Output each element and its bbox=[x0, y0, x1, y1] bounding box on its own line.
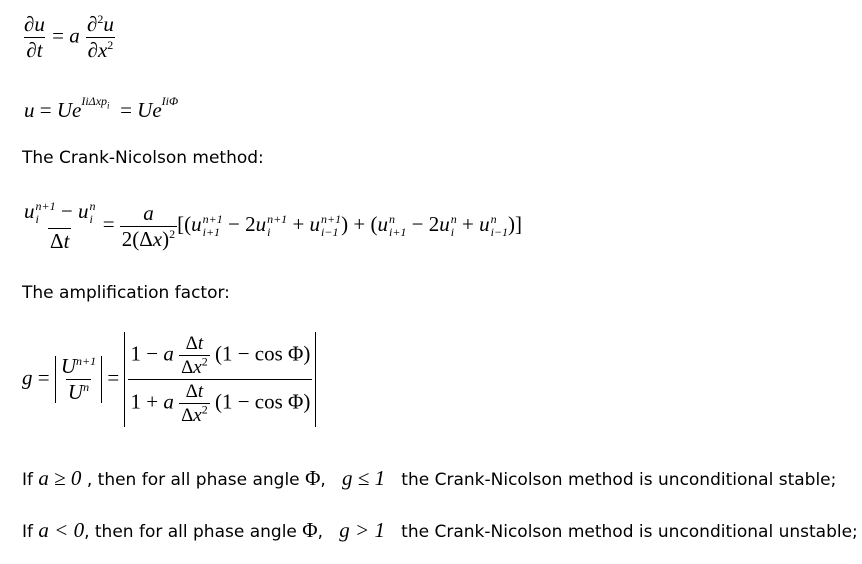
fourier-mode-equation: $u = Ue^{Ii\Delta xp_i} = Ue^{Ii\Phi}$ bbox=[24, 94, 179, 122]
stability-condition-stable: If a ≥ 0 , then for all phase angle Φ, g ≤ 1 the Crank-Nicolson method is unconditional stable; bbox=[22, 466, 837, 490]
amplification-equation: g = $\frac{U^{n+1}}{U^n}$ = 1 − a $\frac{\Delta t}{\Delta x^2}$ (1 − cos Φ) 1 + a $\frac{\Delta t}{\Delta x^2}$ (1 − cos Φ) bbox=[22, 332, 316, 427]
heat-equation: $\frac{\partial u}{\partial t}$ = a $\frac{\partial^2u}{\partial x^2}$ bbox=[24, 12, 114, 62]
amp-heading: The amplification factor: bbox=[22, 283, 230, 303]
stability-condition-unstable: If a < 0, then for all phase angle Φ, g > 1 the Crank-Nicolson method is unconditional unstable; bbox=[22, 518, 858, 542]
cn-heading: The Crank-Nicolson method: bbox=[22, 148, 264, 168]
crank-nicolson-equation: u n+1 i − u n i Δt = $\frac{a}{2(\Delta x)^2}$ [(u n+1 i+1 − 2u n+1 i + u n+1 i−1 ) + (u n i+1 − 2u n i + u n i−1 )] bbox=[24, 198, 523, 253]
